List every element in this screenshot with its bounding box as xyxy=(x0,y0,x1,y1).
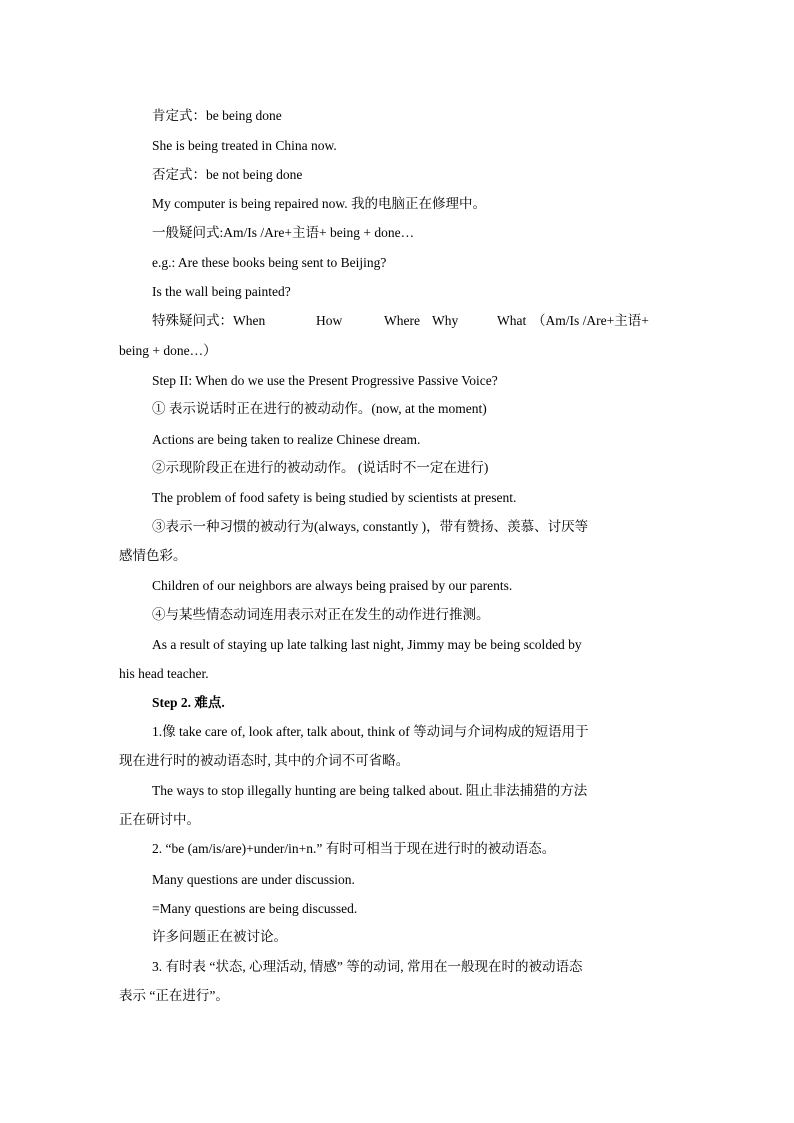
text-line: ④与某些情态动词连用表示对正在发生的动作进行推测。 xyxy=(152,607,490,622)
text-line: 许多问题正在被讨论。 xyxy=(152,929,287,944)
text-line: She is being treated in China now. xyxy=(152,138,337,153)
text-span: Where xyxy=(384,313,420,328)
text-line: Actions are being taken to realize Chinese dream. xyxy=(152,432,421,447)
text-line: Many questions are under discussion. xyxy=(152,872,355,887)
text-span: 特殊疑问式：When xyxy=(152,313,266,328)
text-span: What xyxy=(497,313,527,328)
text-line: =Many questions are being discussed. xyxy=(152,901,358,916)
text-line: 2. “be (am/is/are)+under/in+n.” 有时可相当于现在进行时的被动语态。 xyxy=(152,841,556,856)
text-line: 1.像 take care of, look after, talk about, think of 等动词与介词构成的短语用于 xyxy=(152,724,589,739)
text-line: 感情色彩。 xyxy=(119,548,187,563)
text-line: ① 表示说话时正在进行的被动动作。(now, at the moment) xyxy=(152,401,487,416)
text-line: 现在进行时的被动语态时, 其中的介词不可省略。 xyxy=(119,753,410,768)
text-span: （Am/Is /Are+主语+ xyxy=(532,313,649,328)
text-line: Step II: When do we use the Present Progressive Passive Voice? xyxy=(152,373,498,388)
text-line: My computer is being repaired now. 我的电脑正在修理中。 xyxy=(152,196,486,211)
text-line: e.g.: Are these books being sent to Beijing? xyxy=(152,255,387,270)
text-span: How xyxy=(316,313,343,328)
text-line: ③表示一种习惯的被动行为(always, constantly )，带有赞扬、羡慕、讨厌等 xyxy=(152,519,589,534)
text-line: ②示现阶段正在进行的被动动作。 (说话时不一定在进行) xyxy=(152,460,489,475)
text-line: As a result of staying up late talking last night, Jimmy may be being scolded by xyxy=(152,637,582,652)
text-line: Is the wall being painted? xyxy=(152,284,291,299)
text-line: 肯定式：be being done xyxy=(152,108,282,123)
text-line: The problem of food safety is being studied by scientists at present. xyxy=(152,490,517,505)
text-line: 正在研讨中。 xyxy=(119,812,200,827)
text-line: Children of our neighbors are always being praised by our parents. xyxy=(152,578,513,593)
text-line: 否定式：be not being done xyxy=(152,167,303,182)
text-line: 3. 有时表 “状态, 心理活动, 情感” 等的动词, 常用在一般现在时的被动语态 xyxy=(152,959,583,974)
text-span: Why xyxy=(432,313,459,328)
text-line: 表示 “正在进行”。 xyxy=(119,988,229,1003)
text-line: 一般疑问式:Am/Is /Are+主语+ being + done… xyxy=(152,225,415,240)
text-line: his head teacher. xyxy=(119,666,209,681)
text-line: being + done…） xyxy=(119,343,217,358)
text-line: The ways to stop illegally hunting are being talked about. 阻止非法捕猎的方法 xyxy=(152,783,588,798)
section-heading: Step 2. 难点. xyxy=(152,695,225,710)
question-words-line xyxy=(152,312,692,330)
